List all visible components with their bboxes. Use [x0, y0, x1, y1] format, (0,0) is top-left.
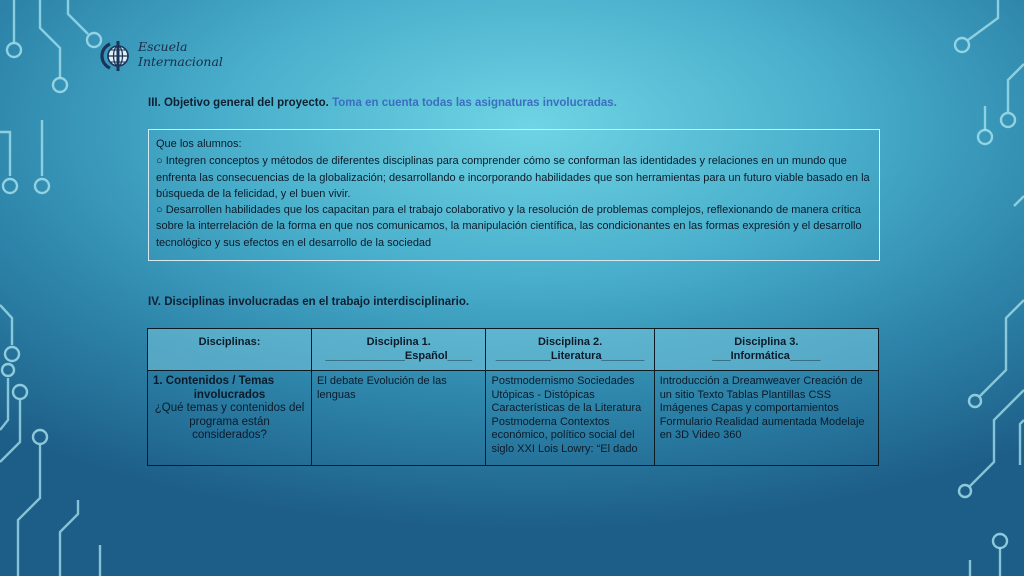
- objective-point-2: ○ Desarrollen habilidades que los capacitan para el trabajo colaborativo y la resolución de problemas complejos, reflexionando de manera crítica sobre la interrelación de la forma en que nos comunicamos, la manipulación científica, las condicionantes en las formas expresión y el desarrollo tecnológico y sus efectos en el desarrollo de la sociedad: [156, 204, 862, 249]
- header-disciplina-3: [654, 329, 878, 371]
- header-line: Disciplina 3.: [734, 336, 799, 348]
- school-logo: [98, 38, 223, 74]
- cell-informatica-content: Introducción a Dreamweaver Creación de un sitio Texto Tablas Plantillas CSS Imágenes Capas y comportamientos Formulario Realidad aumentada Modelaje en 3D Video 360: [654, 371, 878, 466]
- header-disciplina-2: [486, 329, 654, 371]
- header-subject: _________Literatura_______: [495, 350, 645, 362]
- objective-intro: Que los alumnos:: [156, 138, 242, 150]
- header-line: Disciplinas:: [198, 336, 261, 348]
- table-header-row: [148, 329, 879, 371]
- header-subject: ___Informática_____: [712, 350, 821, 362]
- globe-logo-icon: [98, 38, 134, 74]
- header-subject: _____________Español____: [325, 350, 473, 362]
- row-label-line-2: involucrados: [193, 388, 266, 401]
- header-line: Disciplina 1.: [366, 336, 431, 348]
- disciplines-table: [147, 328, 879, 466]
- header-line: Disciplina 2.: [537, 336, 603, 348]
- cell-espanol-content: El debate Evolución de las lenguas: [312, 371, 486, 466]
- logo-wordmark: [138, 39, 223, 69]
- table-row: [148, 371, 879, 466]
- objective-heading: [148, 97, 617, 109]
- disciplines-heading: IV. Disciplinas involucradas en el trabajo interdisciplinario.: [148, 296, 470, 308]
- header-disciplinas: [148, 329, 312, 371]
- row-label-question: ¿Qué temas y contenidos del programa están considerados?: [154, 402, 305, 441]
- row-label-line-1: 1. Contenidos / Temas: [153, 375, 275, 387]
- logo-line-1: Escuela: [138, 39, 188, 54]
- objective-heading-title: III. Objetivo general del proyecto.: [148, 97, 329, 109]
- objective-point-1: ○ Integren conceptos y métodos de diferentes disciplinas para comprender cómo se conforman las identidades y relaciones en un mundo que enfrenta las consecuencias de la globalización; desarrollando e incorporando habilidades que son herramientas para un futuro viable basado en la búsqueda de la felicidad, y el buen vivir.: [156, 155, 870, 200]
- logo-line-2: Internacional: [138, 54, 223, 69]
- row-label-contenidos: [148, 371, 312, 466]
- objective-heading-hint: Toma en cuenta todas las asignaturas involucradas.: [332, 97, 617, 109]
- cell-literatura-content: Postmodernismo Sociedades Utópicas - Distópicas Características de la Literatura Postmoderna Contextos económico, político social del siglo XXI Lois Lowry: “El dado: [486, 371, 654, 466]
- header-disciplina-1: [312, 329, 486, 371]
- objective-text-box: [148, 129, 880, 261]
